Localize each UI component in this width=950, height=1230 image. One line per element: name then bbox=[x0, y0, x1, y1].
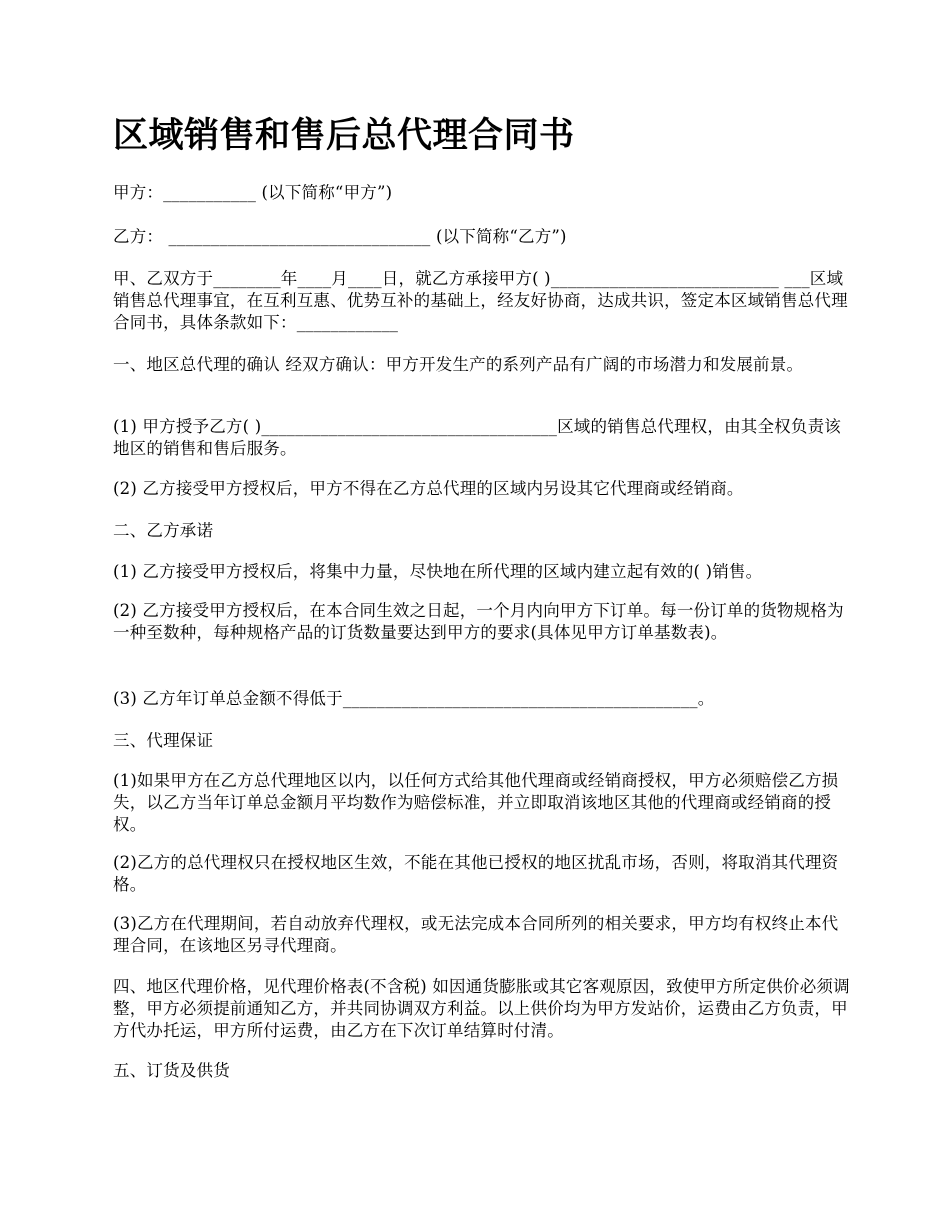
party-a-line: 甲方：___________ (以下简称“甲方”) bbox=[113, 183, 393, 202]
clause-2-3: (3) 乙方年订单总金额不得低于__________________________________________。 bbox=[113, 689, 715, 708]
document-title: 区域销售和售后总代理合同书 bbox=[113, 116, 575, 156]
section-1-heading-paragraph: 一、地区总代理的确认 经双方确认：甲方开发生产的系列产品有广阔的市场潜力和发展前景。 bbox=[113, 355, 804, 374]
section-2-heading: 二、乙方承诺 bbox=[113, 521, 214, 540]
clause-2-1: (1) 乙方接受甲方授权后，将集中力量，尽快地在所代理的区域内建立起有效的( )销售。 bbox=[113, 562, 763, 581]
clause-2-2: (2) 乙方接受甲方授权后，在本合同生效之日起，一个月内向甲方下订单。每一份订单的货物规格为一种至数种，每种规格产品的订货数量要达到甲方的要求(具体见甲方订单基数表)。 bbox=[113, 601, 844, 642]
clause-3-2: (2)乙方的总代理权只在授权地区生效，不能在其他已授权的地区扰乱市场，否则，将取消其代理资格。 bbox=[113, 853, 839, 894]
clause-3-1: (1)如果甲方在乙方总代理地区以内，以任何方式给其他代理商或经销商授权，甲方必须赔偿乙方损失，以乙方当年订单总金额月平均数作为赔偿标准，并立即取消该地区其他的代理商或经销商的授权。 bbox=[113, 771, 839, 834]
clause-1-1: (1) 甲方授予乙方( )___________________________________区域的销售总代理权，由其全权负责该地区的销售和售后服务。 bbox=[113, 417, 841, 458]
section-5-heading: 五、订货及供货 bbox=[113, 1061, 230, 1080]
preamble-paragraph: 甲、乙双方于________年____月____日，就乙方承接甲方( )___________________________ ___区域销售总代理事宜，在互利互惠、优势互补的基础上，经友好协商，达成共识，签定本区域销售总代理合同书，具体条款如下：____________ bbox=[113, 269, 848, 332]
section-3-heading: 三、代理保证 bbox=[113, 731, 214, 750]
clause-1-2: (2) 乙方接受甲方授权后，甲方不得在乙方总代理的区域内另设其它代理商或经销商。 bbox=[113, 479, 744, 498]
party-b-line: 乙方： _______________________________ (以下简称“乙方”) bbox=[113, 227, 567, 246]
section-4-paragraph: 四、地区代理价格，见代理价格表(不含税) 如因通货膨胀或其它客观原因，致使甲方所定供价必须调整，甲方必须提前通知乙方，并共同协调双方利益。以上供价均为甲方发站价，运费由乙方负责，甲方代办托运，甲方所付运费，由乙方在下次订单结算时付清。 bbox=[113, 977, 850, 1040]
clause-3-3: (3)乙方在代理期间，若自动放弃代理权，或无法完成本合同所列的相关要求，甲方均有权终止本代理合同，在该地区另寻代理商。 bbox=[113, 914, 839, 955]
